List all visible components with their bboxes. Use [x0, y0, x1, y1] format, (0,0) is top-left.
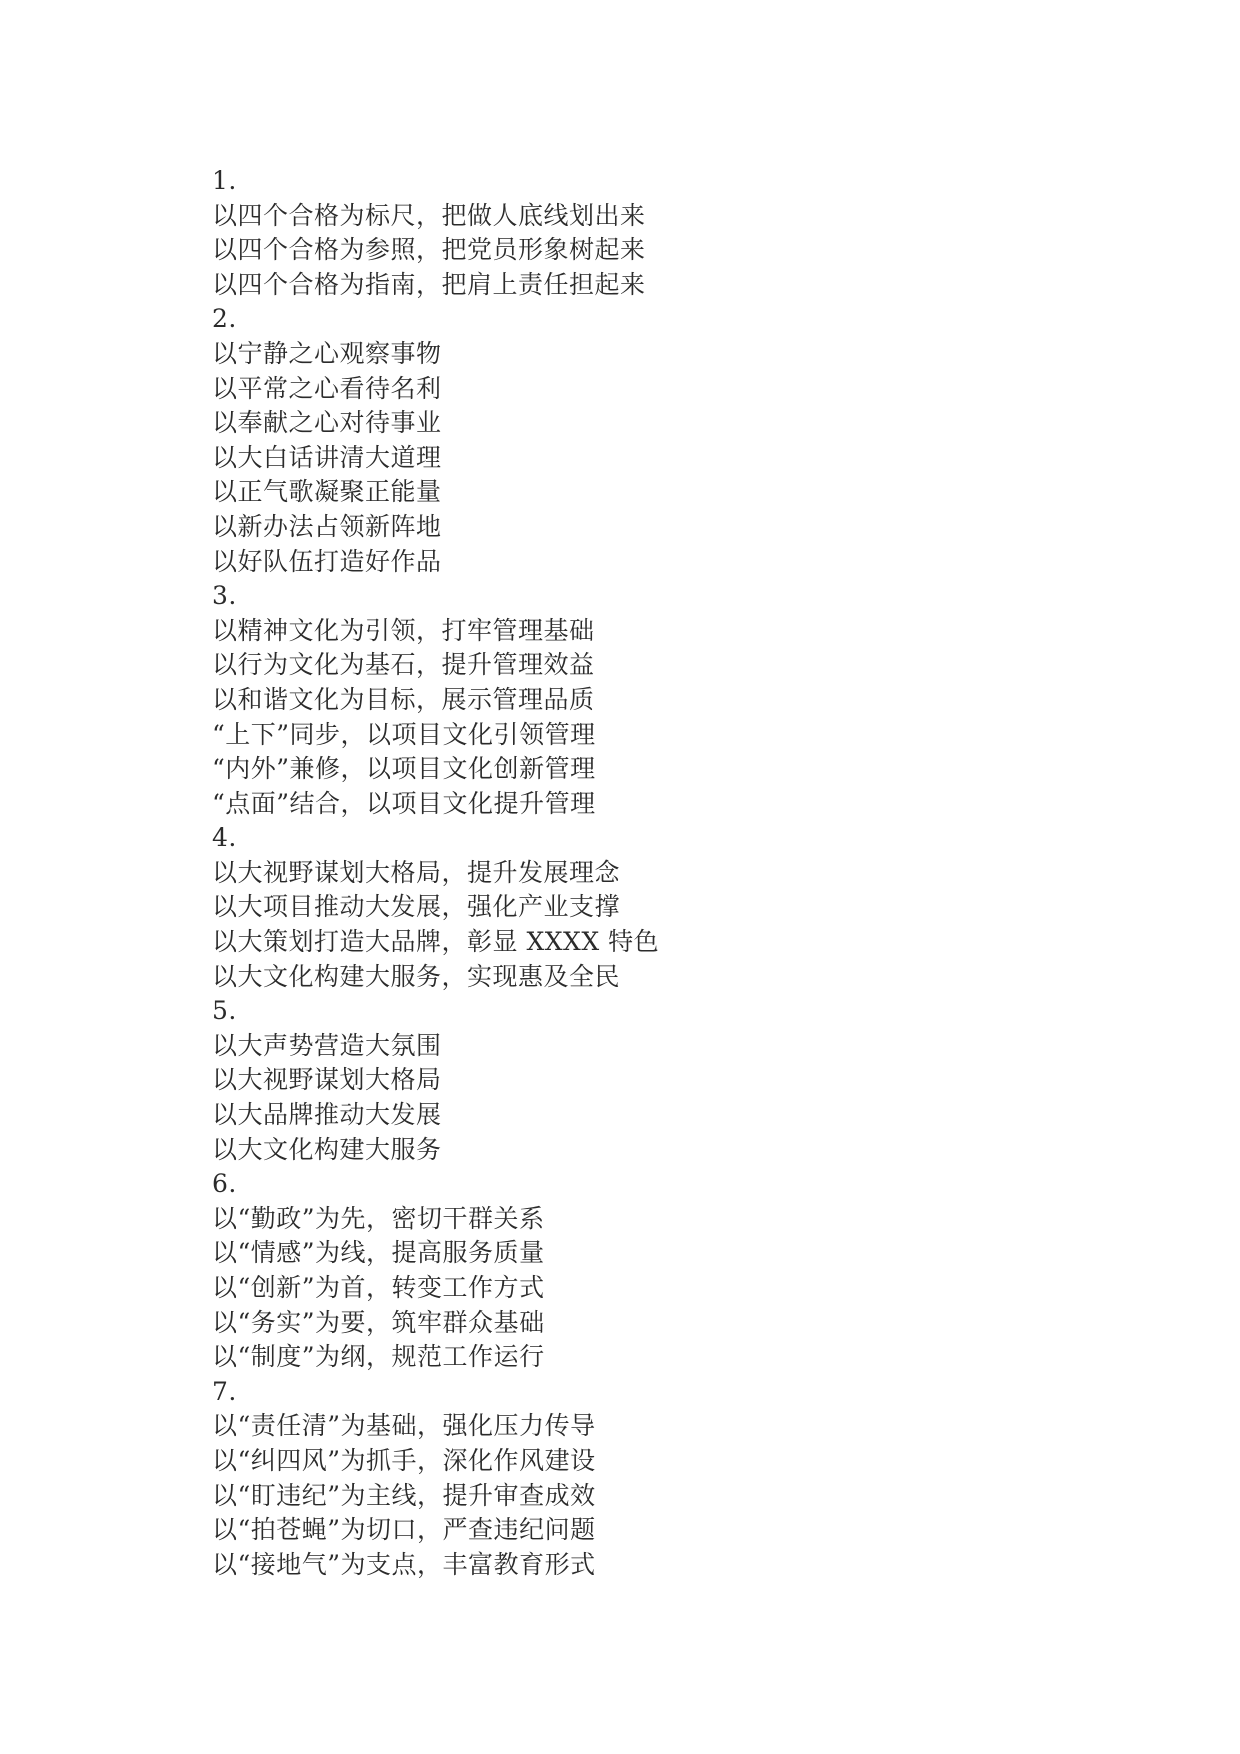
text-line: 以“纠四风”为抓手，深化作风建设: [212, 1445, 596, 1475]
text-line: 以平常之心看待名利: [212, 373, 442, 403]
text-line: 以大视野谋划大格局: [212, 1065, 442, 1095]
text-line: “点面”结合，以项目文化提升管理: [212, 788, 596, 818]
text-line: 以四个合格为参照，把党员形象树起来: [212, 235, 646, 265]
text-line: 以“务实”为要，筑牢群众基础: [212, 1307, 545, 1337]
text-line: 以“创新”为首，转变工作方式: [212, 1273, 545, 1302]
text-line: 以大视野谋划大格局，提升发展理念: [212, 857, 621, 887]
text-line: “上下”同步，以项目文化引领管理: [212, 719, 596, 749]
text-line: 以好队伍打造好作品: [212, 546, 442, 576]
text-line: 以“盯违纪”为主线，提升审查成效: [212, 1480, 596, 1510]
text-line: 以四个合格为指南，把肩上责任担起来: [212, 269, 646, 299]
text-line: 以大白话讲清大道理: [212, 442, 442, 472]
text-line: 以正气歌凝聚正能量: [212, 477, 442, 507]
section-number: 1.: [212, 166, 237, 195]
text-line: 以行为文化为基石，提升管理效益: [212, 650, 595, 680]
section-number: 3.: [212, 581, 237, 611]
text-line: 以“责任清”为基础，强化压力传导: [212, 1411, 596, 1441]
text-line: 以新办法占领新阵地: [212, 511, 442, 541]
text-line: 以“制度”为纲，规范工作运行: [212, 1342, 545, 1372]
text-line: 以大策划打造大品牌，彰显 XXXX 特色: [212, 927, 660, 957]
section-number: 7.: [212, 1376, 237, 1406]
section-number: 5.: [212, 996, 237, 1026]
text-line: 以大品牌推动大发展: [212, 1100, 442, 1130]
text-line: 以大文化构建大服务: [212, 1134, 442, 1164]
document-body: [212, 164, 1112, 1582]
text-line: 以宁静之心观察事物: [212, 338, 442, 368]
text-line: 以“拍苍蝇”为切口，严查违纪问题: [212, 1515, 596, 1545]
text-line: 以和谐文化为目标，展示管理品质: [212, 684, 595, 714]
text-line: 以“勤政”为先，密切干群关系: [212, 1203, 545, 1233]
text-line: 以四个合格为标尺，把做人底线划出来: [212, 200, 646, 230]
text-line: 以大文化构建大服务，实现惠及全民: [212, 961, 621, 991]
text-line: 以大项目推动大发展，强化产业支撑: [212, 892, 621, 922]
text-line: “内外”兼修，以项目文化创新管理: [212, 754, 596, 784]
section-number: 4.: [212, 823, 237, 853]
text-line: 以“接地气”为支点，丰富教育形式: [212, 1549, 596, 1579]
text-line: 以精神文化为引领，打牢管理基础: [212, 615, 595, 645]
text-line: 以奉献之心对待事业: [212, 408, 442, 438]
text-line: 以大声势营造大氛围: [212, 1030, 442, 1060]
text-line: 以“情感”为线，提高服务质量: [212, 1238, 545, 1268]
section-number: 6.: [212, 1169, 237, 1199]
section-number: 2.: [212, 304, 237, 334]
